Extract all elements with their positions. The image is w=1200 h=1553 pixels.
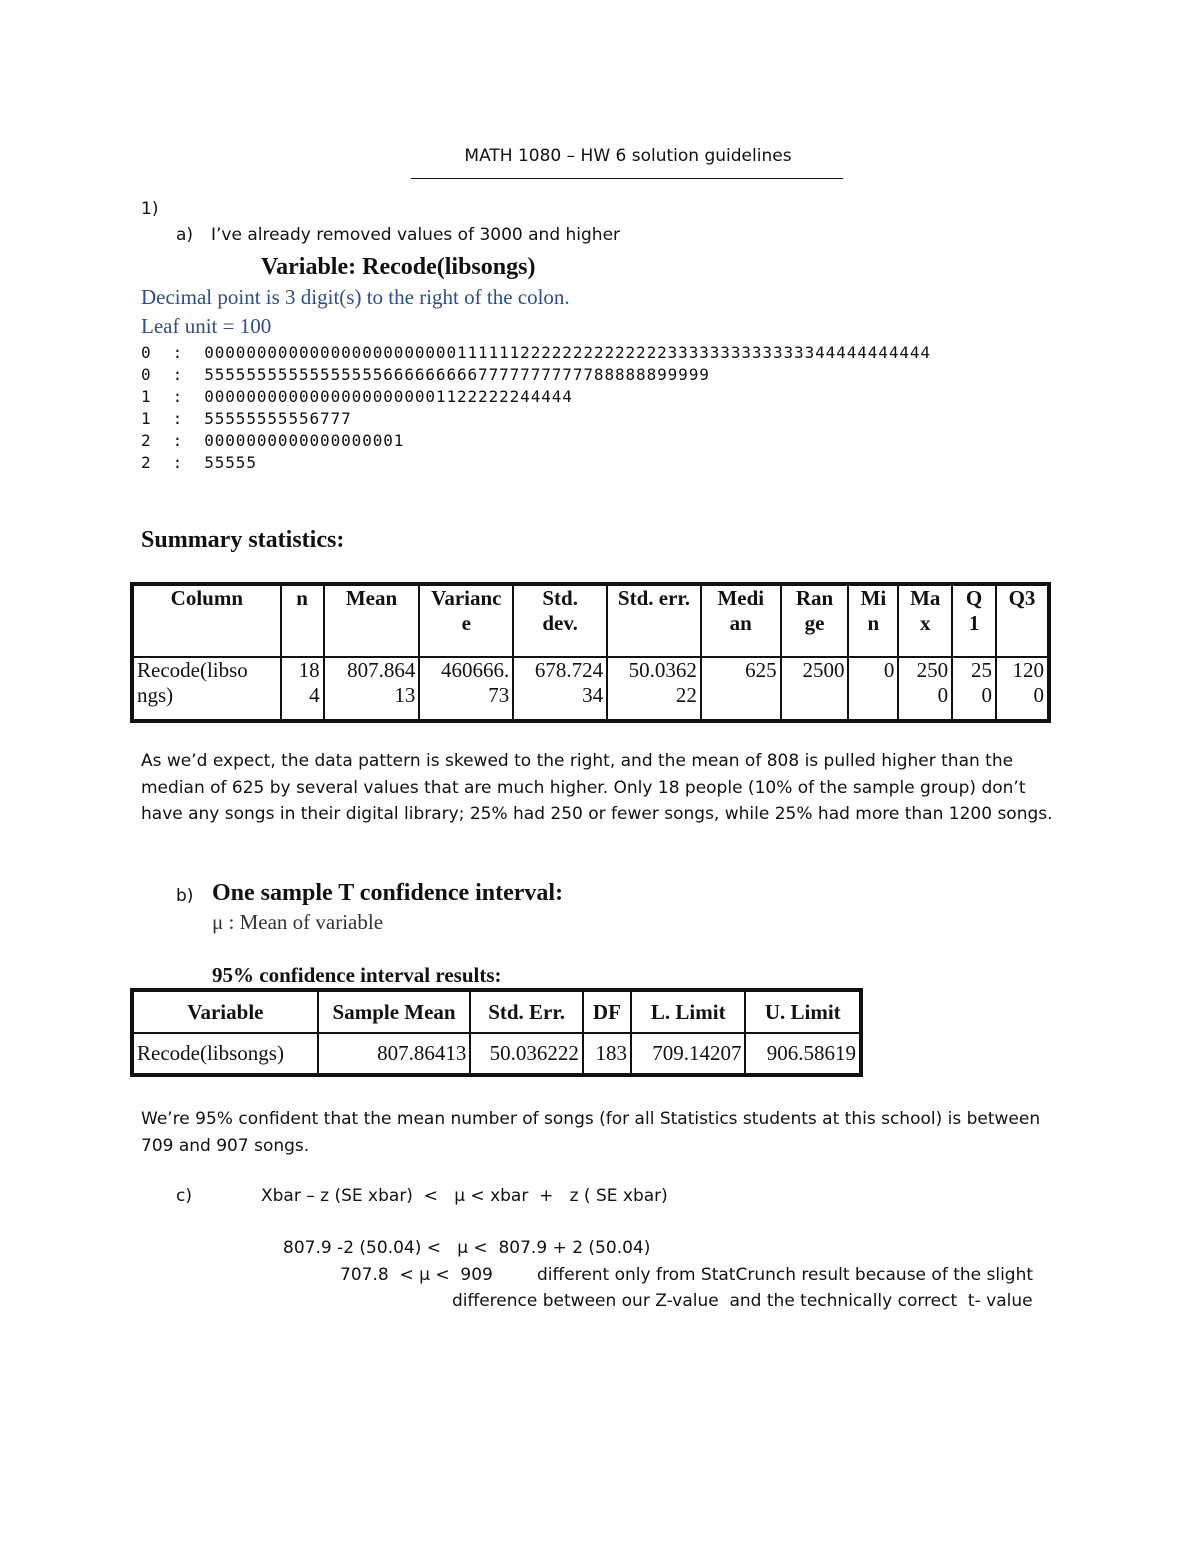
table-header-cell: U. Limit [745, 990, 861, 1033]
title-underline [411, 178, 843, 179]
table-cell: 250 0 [898, 657, 952, 721]
table-cell: 807.864 13 [324, 657, 420, 721]
stem-row: 2 : 55555 [141, 453, 257, 472]
table-cell: Recode(libsongs) [132, 1033, 318, 1075]
table-header-cell: DF [583, 990, 631, 1033]
table-header-cell: Q 1 [952, 584, 996, 657]
table-cell: 625 [701, 657, 781, 721]
result-line: 707.8 < μ < 909 [340, 1265, 493, 1285]
part-a-label: a) [176, 225, 194, 245]
table-header-row [132, 584, 1049, 657]
table-cell: 807.86413 [318, 1033, 471, 1075]
table-header-cell: Ran ge [781, 584, 849, 657]
stem-row: 1 : 55555555556777 [141, 409, 352, 428]
table-header-cell: n [281, 584, 324, 657]
stem-leaf-title: Variable: Recode(libsongs) [261, 254, 536, 280]
summary-heading: Summary statistics: [141, 527, 345, 553]
table-cell: 18 4 [281, 657, 324, 721]
page-title: MATH 1080 – HW 6 solution guidelines [464, 146, 792, 166]
part-c-label: c) [176, 1186, 192, 1206]
table-cell: 906.58619 [745, 1033, 861, 1075]
table-row [132, 1033, 861, 1075]
table-row [132, 657, 1049, 721]
table-cell: 50.036222 [470, 1033, 582, 1075]
table-cell: 183 [583, 1033, 631, 1075]
table-cell: 678.724 34 [513, 657, 607, 721]
formula-line: Xbar – z (SE xbar) < μ < xbar + z ( SE xbar) [261, 1186, 668, 1206]
decimal-note: Decimal point is 3 digit(s) to the right of the colon. [141, 285, 570, 309]
stem-row: 0 : 000000000000000000000000111111222222222222223333333333333344444444444 [141, 343, 931, 362]
part-a-text: I’ve already removed values of 3000 and higher [211, 225, 621, 245]
table-cell: Recode(libso ngs) [132, 657, 281, 721]
table-header-cell: Varianc e [419, 584, 513, 657]
leaf-unit: Leaf unit = 100 [141, 314, 272, 338]
question-number: 1) [141, 199, 159, 219]
stem-row: 2 : 0000000000000000001 [141, 431, 405, 450]
stem-row: 1 : 00000000000000000000001122222244444 [141, 387, 573, 406]
table-header-row [132, 990, 861, 1033]
table-header-cell: Std. dev. [513, 584, 607, 657]
stem-leaf-plot [141, 343, 931, 475]
table-header-cell: Mi n [848, 584, 898, 657]
table-header-cell: L. Limit [631, 990, 745, 1033]
mu-definition: μ : Mean of variable [212, 910, 384, 934]
table-cell: 2500 [781, 657, 849, 721]
table-header-cell: Ma x [898, 584, 952, 657]
summary-table [130, 582, 1051, 723]
table-cell: 120 0 [996, 657, 1049, 721]
result-note-continued: difference between our Z-value and the technically correct t- value [452, 1291, 1033, 1311]
table-header-cell: Variable [132, 990, 318, 1033]
table-header-cell: Medi an [701, 584, 781, 657]
ci-paragraph: We’re 95% confident that the mean number of songs (for all Statistics students at this school) is between 709 and 907 songs. [141, 1109, 1041, 1156]
table-header-cell: Std. err. [607, 584, 701, 657]
table-header-cell: Column [132, 584, 281, 657]
calculation-line: 807.9 -2 (50.04) < μ < 807.9 + 2 (50.04) [283, 1238, 651, 1258]
ci-title: One sample T confidence interval: [212, 880, 564, 906]
summary-paragraph: As we’d expect, the data pattern is skewed to the right, and the mean of 808 is pulled higher than the median of 625 by several values that are much higher. Only 18 people (10% of the sample group) don’t have any songs in their digital library; 25% had 250 or fewer songs, while 25% had more than 1200 songs. [141, 751, 1053, 824]
stem-row: 0 : 555555555555555556666666667777777777788888899999 [141, 365, 710, 384]
table-header-cell: Std. Err. [470, 990, 582, 1033]
table-cell: 709.14207 [631, 1033, 745, 1075]
table-cell: 50.0362 22 [607, 657, 701, 721]
table-cell: 25 0 [952, 657, 996, 721]
result-note: different only from StatCrunch result because of the slight [537, 1265, 1034, 1285]
table-cell: 0 [848, 657, 898, 721]
ci-table [130, 988, 863, 1077]
table-header-cell: Sample Mean [318, 990, 471, 1033]
part-b-label: b) [176, 886, 194, 906]
table-header-cell: Mean [324, 584, 420, 657]
table-cell: 460666. 73 [419, 657, 513, 721]
table-header-cell: Q3 [996, 584, 1049, 657]
ci-results-heading: 95% confidence interval results: [212, 963, 502, 987]
